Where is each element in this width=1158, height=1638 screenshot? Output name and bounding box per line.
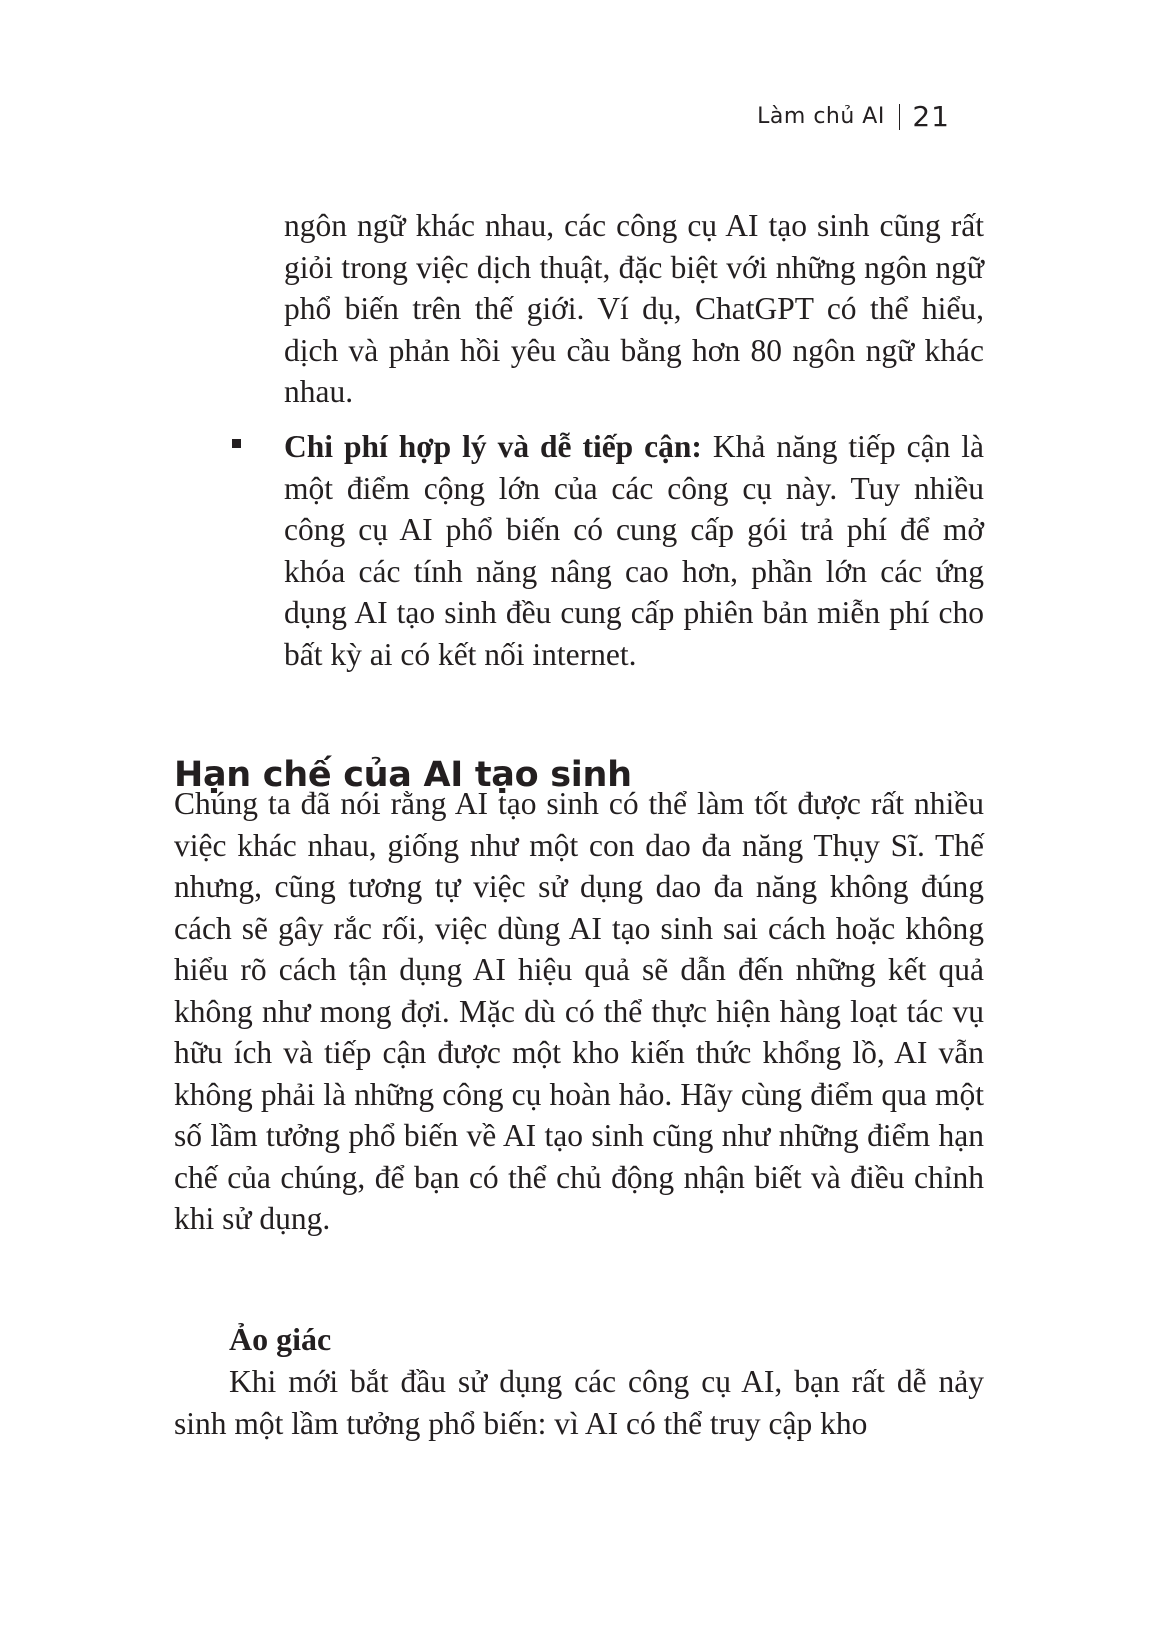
header-divider [899,104,901,130]
section-paragraph: Chúng ta đã nói rằng AI tạo sinh có thể làm tốt được rất nhiều việc khác nhau, giống như một con dao đa năng Thụy Sĩ. Thế nhưng, cũng tương tự việc sử dụng dao đa năng không đúng cách sẽ gây rắc rối, việc dùng AI tạo sinh sai cách hoặc không hiểu rõ cách tận dụng AI hiệu quả sẽ dẫn đến những kết quả không như mong đợi. Mặc dù có thể thực hiện hàng loạt tác vụ hữu ích và tiếp cận được một kho kiến thức khổng lồ, AI vẫn không phải là những công cụ hoàn hảo. Hãy cùng điểm qua một số lầm tưởng phổ biến về AI tạo sinh cũng như những điểm hạn chế của chúng, để bạn có thể chủ động nhận biết và điều chỉnh khi sử dụng. [174,786,984,1236]
running-title: Làm chủ AI [757,104,885,129]
section-heading: Hạn chế của AI tạo sinh [174,755,632,795]
intro-continuation-paragraph: ngôn ngữ khác nhau, các công cụ AI tạo sinh cũng rất giỏi trong việc dịch thuật, đặc biệt với những ngôn ngữ phổ biến trên thế giới. Ví dụ, ChatGPT có thể hiểu, dịch và phản hồi yêu cầu bằng hơn 80 ngôn ngữ khác nhau. [284,208,984,409]
bullet-item-text: Khả năng tiếp cận là một điểm cộng lớn của các công cụ này. Tuy nhiều công cụ AI phổ biến có cung cấp gói trả phí để mở khóa các tính năng nâng cao hơn, phần lớn các ứng dụng AI tạo sinh đều cung cấp phiên bản miễn phí cho bất kỳ ai có kết nối internet. [284,429,985,672]
subsection-paragraph: Khi mới bắt đầu sử dụng các công cụ AI, bạn rất dễ nảy sinh một lầm tưởng phổ biến: vì AI có thể truy cập kho [174,1364,984,1441]
page-number: 21 [912,100,950,133]
square-bullet-icon [232,439,241,448]
running-head [757,100,950,133]
bullet-item-paragraph [284,426,984,675]
bullet-item-lead: Chi phí hợp lý và dễ tiếp cận: [284,429,702,464]
subsection-heading: Ảo giác [229,1321,332,1357]
